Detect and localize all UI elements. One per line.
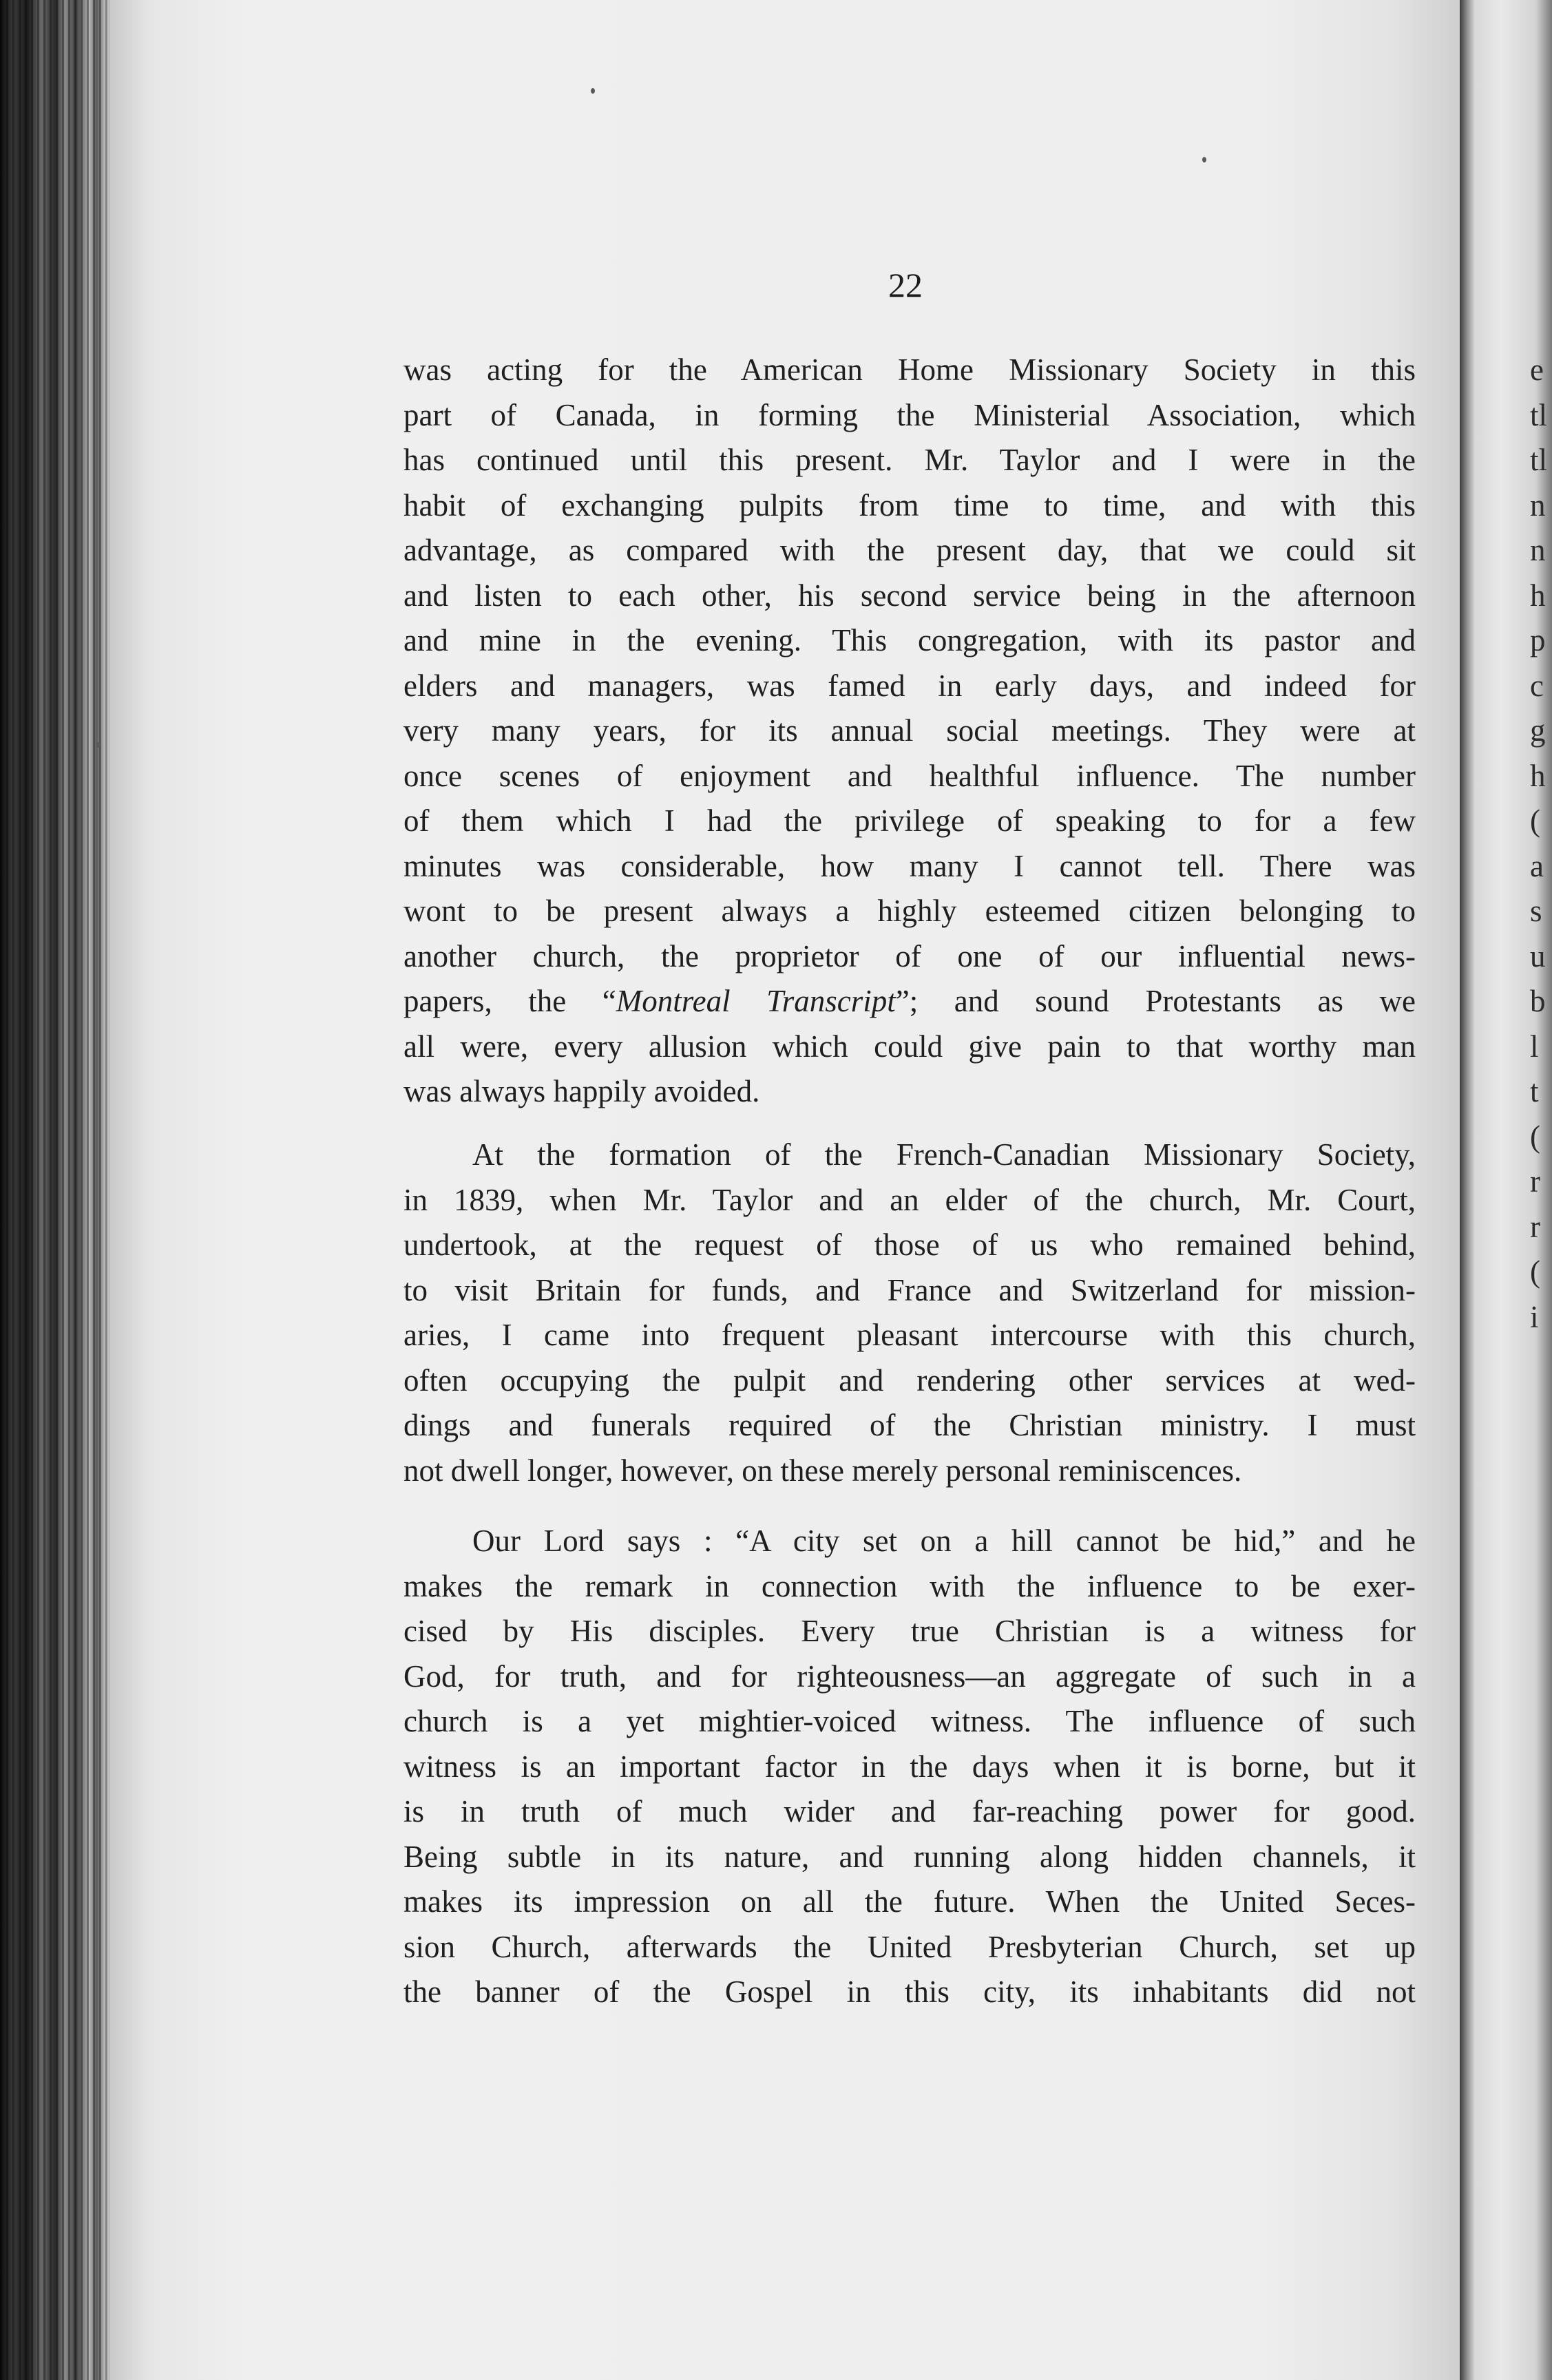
edge-fragment: g: [1530, 713, 1546, 748]
text-line: witness is an important factor in the days when it is borne, but it: [403, 1749, 1416, 1784]
ink-speck: [1202, 157, 1206, 162]
text-line-with-title: [403, 979, 1416, 1024]
edge-fragment: u: [1530, 938, 1546, 973]
edge-fragment: tl: [1530, 397, 1548, 432]
text-line: part of Canada, in forming the Ministerial Association, which: [403, 397, 1416, 432]
text-line: to visit Britain for funds, and France and Switzerland for mission-: [403, 1272, 1416, 1307]
edge-fragment: a: [1530, 848, 1544, 883]
text-line: Our Lord says : “A city set on a hill cannot be hid,” and he: [472, 1524, 1416, 1558]
paragraph-3: [403, 1519, 1416, 2015]
edge-fragment: (: [1530, 803, 1540, 838]
text-line: makes its impression on all the future. When the United Seces-: [403, 1884, 1416, 1919]
newspaper-title: Montreal Transcript: [616, 984, 896, 1018]
text-line: was always happily avoided.: [403, 1074, 760, 1108]
edge-fragment: b: [1530, 984, 1546, 1018]
text-line: undertook, at the request of those of us who remained behind,: [403, 1228, 1416, 1262]
text-fragment: ”; and sound Protestants as we: [895, 984, 1416, 1018]
text-line: not dwell longer, however, on these merely personal reminiscences.: [403, 1453, 1242, 1488]
text-line: once scenes of enjoyment and healthful influence. The number: [403, 758, 1416, 793]
text-line: At the formation of the French-Canadian Missionary Society,: [472, 1137, 1416, 1172]
text-line: very many years, for its annual social meetings. They were at: [403, 713, 1416, 748]
edge-fragment: l: [1530, 1029, 1539, 1064]
edge-fragment: tl: [1530, 443, 1548, 477]
text-line: God, for truth, and for righteousness—an aggregate of such in a: [403, 1658, 1416, 1694]
text-line: cised by His disciples. Every true Christian is a witness for: [403, 1614, 1416, 1648]
edge-fragment: n: [1530, 487, 1546, 523]
text-line: in 1839, when Mr. Taylor and an elder of the church, Mr. Court,: [403, 1182, 1416, 1217]
text-line: is in truth of much wider and far-reaching power for good.: [403, 1794, 1416, 1829]
edge-fragment: p: [1530, 623, 1546, 657]
text-line: and mine in the evening. This congregation, with its pastor and: [403, 623, 1416, 657]
text-line: and listen to each other, his second service being in the afternoon: [403, 578, 1416, 613]
text-line: of them which I had the privilege of speaking to for a few: [403, 803, 1416, 838]
edge-fragment: c: [1530, 668, 1544, 703]
text-line: another church, the proprietor of one of our influential news-: [403, 938, 1416, 973]
ink-speck: [591, 88, 595, 94]
text-fragment: papers, the “: [403, 984, 616, 1018]
edge-fragment: i: [1530, 1299, 1539, 1334]
edge-fragment: n: [1530, 533, 1546, 567]
text-line: wont to be present always a highly esteemed citizen belonging to: [403, 894, 1416, 928]
text-line: church is a yet mightier-voiced witness. The influence of such: [403, 1704, 1416, 1738]
edge-fragment: t: [1530, 1074, 1539, 1108]
edge-fragment: h: [1530, 758, 1546, 793]
text-line: habit of exchanging pulpits from time to time, and with this: [403, 487, 1416, 523]
text-line: Being subtle in its nature, and running along hidden channels, it: [403, 1839, 1416, 1874]
text-line: often occupying the pulpit and rendering other services at wed-: [403, 1362, 1416, 1398]
next-page-text-fragments: [1530, 348, 1552, 1340]
text-line: all were, every allusion which could give pain to that worthy man: [403, 1029, 1416, 1064]
page-number: 22: [888, 266, 923, 304]
edge-fragment: s: [1530, 894, 1542, 928]
text-line: advantage, as compared with the present day, that we could sit: [403, 533, 1416, 567]
edge-fragment: r: [1530, 1164, 1540, 1199]
text-line: was acting for the American Home Missionary Society in this: [403, 352, 1416, 387]
text-line: has continued until this present. Mr. Taylor and I were in the: [403, 443, 1416, 477]
text-line: elders and managers, was famed in early days, and indeed for: [403, 668, 1416, 703]
edge-fragment: r: [1530, 1209, 1540, 1244]
text-line: minutes was considerable, how many I cannot tell. There was: [403, 848, 1416, 883]
paragraph-1: [403, 348, 1416, 1115]
text-line: sion Church, afterwards the United Presbyterian Church, set up: [403, 1929, 1416, 1964]
text-line: aries, I came into frequent pleasant intercourse with this church,: [403, 1318, 1416, 1352]
book-binding-edge: [0, 0, 114, 2380]
paragraph-2: [403, 1133, 1416, 1493]
edge-fragment: (: [1530, 1254, 1540, 1289]
edge-fragment: (: [1530, 1119, 1540, 1154]
text-line: dings and funerals required of the Christian ministry. I must: [403, 1408, 1416, 1442]
edge-fragment: e: [1530, 352, 1544, 387]
edge-fragment: h: [1530, 578, 1546, 613]
text-line: makes the remark in connection with the influence to be exer-: [403, 1568, 1416, 1603]
text-line: the banner of the Gospel in this city, its inhabitants did not: [403, 1974, 1416, 2009]
ink-speck: [96, 742, 101, 748]
